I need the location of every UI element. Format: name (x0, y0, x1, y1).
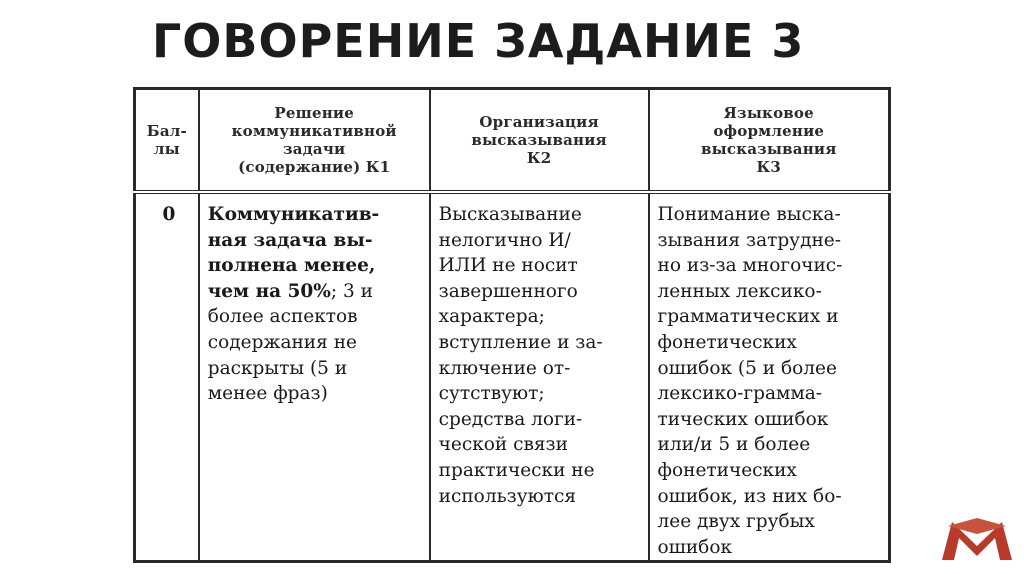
header-cell-k2 (430, 89, 649, 193)
page-title: ГОВОРЕНИЕ ЗАДАНИЕ 3 (152, 14, 805, 68)
k1-cell (199, 192, 430, 562)
header-label: Организация высказывания К2 (471, 113, 607, 167)
header-cell-k3 (649, 89, 890, 193)
k3-text: Понимание выска- зывания затрудне- но из-за многочис- ленных лексико- грамматических и фонетических ошибок (5 и более лексико-граммa- тических ошибок или/и 5 и более фонетических ошибок, из них бо- лее двух грубых ошибок (657, 204, 843, 558)
header-label: Языковое оформление высказывания К3 (701, 104, 837, 176)
table-header-row (135, 89, 890, 193)
header-label: Решение коммуникативной задачи (содержание) К1 (231, 104, 397, 176)
k1-text: ; 3 и более аспектов содержания не раскрыты (5 и менее фраз) (207, 280, 373, 405)
score-value: 0 (162, 204, 176, 225)
header-cell-score (135, 89, 199, 193)
k2-text: Высказывание нелогично И/ ИЛИ не носит завершенного характера; вступление и за- ключение от- сутствуют; средства логи- ческой связи практически не используются (438, 204, 603, 507)
score-cell (135, 192, 199, 562)
k1-bold-text: Коммуникатив- ная задача вы- полнена менее, чем на 50% (207, 204, 380, 302)
m-logo-icon (940, 516, 1014, 562)
criteria-table (133, 87, 891, 563)
table-row (135, 192, 890, 562)
k2-cell (430, 192, 649, 562)
k3-cell (649, 192, 890, 562)
header-label: Бал- лы (146, 122, 187, 158)
header-cell-k1 (199, 89, 430, 193)
